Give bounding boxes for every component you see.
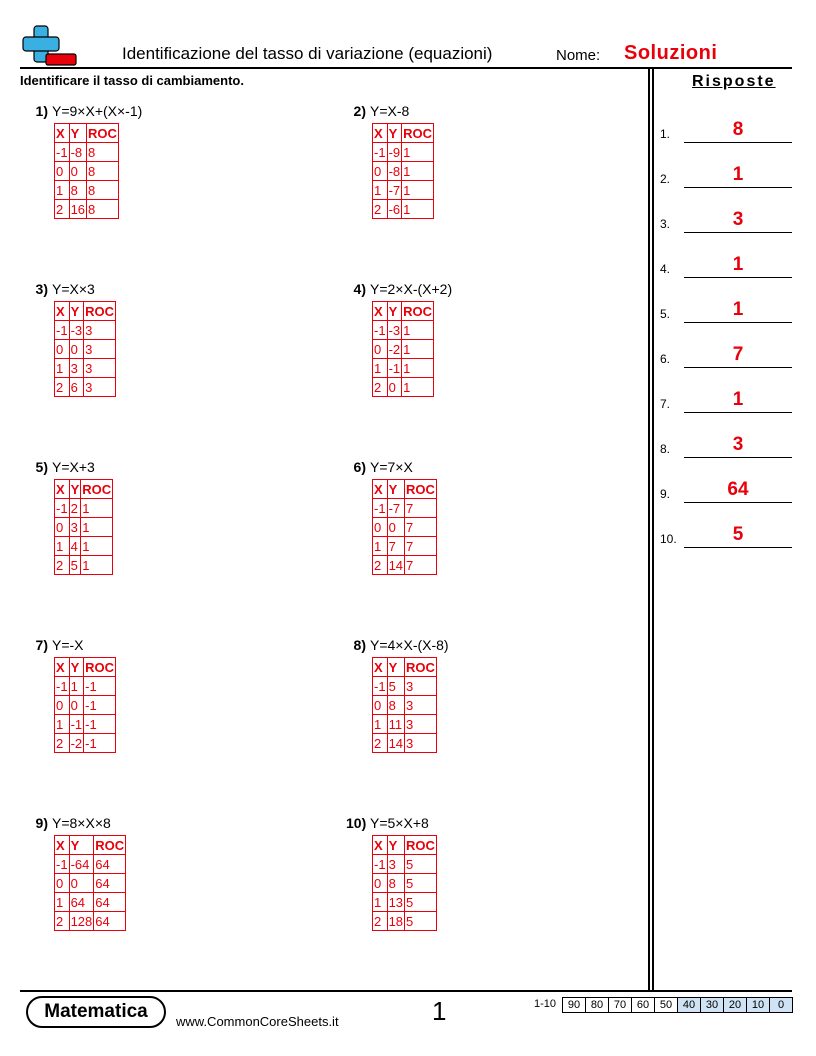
table-cell: 2 xyxy=(69,499,81,518)
table-cell: 0 xyxy=(55,874,70,893)
table-cell: 1 xyxy=(55,181,70,200)
table-row xyxy=(55,855,126,874)
table-header-row xyxy=(373,480,437,499)
table-row xyxy=(55,734,116,753)
table-header-row xyxy=(55,836,126,855)
table-cell: -1 xyxy=(56,500,68,516)
roc-table xyxy=(54,835,126,931)
table-cell: 64 xyxy=(94,893,126,912)
table-cell: 7 xyxy=(405,499,437,518)
score-cell: 0 xyxy=(770,997,793,1013)
table-cell: 8 xyxy=(87,181,119,200)
table-cell: 1 xyxy=(402,378,434,397)
roc-table xyxy=(372,657,437,753)
table-cell: -1 xyxy=(374,678,386,694)
table-row xyxy=(373,556,437,575)
table-cell: -8 xyxy=(69,143,86,162)
answer-line xyxy=(684,232,792,233)
roc-table xyxy=(54,479,113,575)
table-row xyxy=(373,734,437,753)
table-cell: 2 xyxy=(55,912,70,931)
table-cell: -64 xyxy=(69,855,94,874)
table-header-row xyxy=(55,480,113,499)
table-row xyxy=(55,143,119,162)
table-cell: -1 xyxy=(84,696,116,715)
table-cell: 3 xyxy=(405,734,437,753)
table-cell: 1 xyxy=(55,715,70,734)
table-row xyxy=(373,715,437,734)
table-cell: -2 xyxy=(70,735,83,751)
table-cell: -1 xyxy=(56,144,68,160)
table-cell: 1 xyxy=(402,359,434,378)
table-cell: 3 xyxy=(387,855,404,874)
table-row xyxy=(55,499,113,518)
table-cell: -7 xyxy=(388,182,401,198)
score-cell: 30 xyxy=(701,997,724,1013)
table-cell: 5 xyxy=(387,677,404,696)
table-cell: 1 xyxy=(55,359,70,378)
table-row xyxy=(55,359,116,378)
table-header-cell: Y xyxy=(69,836,94,855)
table-cell: 5 xyxy=(405,912,437,931)
answer-number: 7. xyxy=(660,397,671,411)
answer-number: 10. xyxy=(660,532,677,546)
table-row xyxy=(373,874,437,893)
table-header-row xyxy=(373,124,434,143)
table-cell: -2 xyxy=(388,341,401,357)
table-cell: -9 xyxy=(388,144,401,160)
answer-item xyxy=(660,248,792,278)
table-cell: 5 xyxy=(405,855,437,874)
roc-table xyxy=(372,123,434,219)
table-cell: 64 xyxy=(94,855,126,874)
table-cell: -3 xyxy=(388,322,401,338)
answer-number: 8. xyxy=(660,442,671,456)
table-header-cell: ROC xyxy=(406,481,435,497)
table-cell: 11 xyxy=(387,715,404,734)
table-header-row xyxy=(373,658,437,677)
problem-equation: Y=7×X xyxy=(370,459,413,475)
name-label: Nome: xyxy=(556,47,601,64)
table-cell: -1 xyxy=(70,716,83,732)
table-cell: 3 xyxy=(84,378,116,397)
table-cell: 1 xyxy=(81,537,113,556)
problem-equation: Y=9×X+(X×-1) xyxy=(52,103,143,119)
answer-number: 2. xyxy=(660,172,671,186)
table-row xyxy=(55,181,119,200)
table-cell: 0 xyxy=(373,696,388,715)
table-row xyxy=(55,874,126,893)
table-header-cell: ROC xyxy=(82,481,112,497)
table-cell: -6 xyxy=(388,201,401,217)
table-cell: 4 xyxy=(69,537,81,556)
solutions-label: Soluzioni xyxy=(624,42,718,64)
answer-line xyxy=(684,322,792,323)
answer-number: 3. xyxy=(660,217,671,231)
score-range: 1-10 xyxy=(534,998,557,1010)
table-cell: 1 xyxy=(373,537,388,556)
table-header-cell: X xyxy=(55,480,70,499)
table-cell: 5 xyxy=(405,874,437,893)
score-cell: 60 xyxy=(632,997,655,1013)
table-header-row xyxy=(373,836,437,855)
table-cell: 2 xyxy=(55,556,70,575)
score-cell: 80 xyxy=(586,997,609,1013)
answer-item xyxy=(660,293,792,323)
table-header-cell: ROC xyxy=(406,659,435,675)
table-cell: -1 xyxy=(56,322,68,338)
table-cell: -7 xyxy=(387,499,404,518)
table-cell: 0 xyxy=(387,378,402,397)
table-cell: 1 xyxy=(81,556,113,575)
answer-item xyxy=(660,428,792,458)
table-cell: 2 xyxy=(373,912,388,931)
table-cell: 0 xyxy=(387,518,404,537)
table-header-cell: Y xyxy=(387,480,404,499)
problem-number: 6) xyxy=(353,459,366,475)
problem-equation: Y=X-8 xyxy=(370,103,410,119)
table-cell: 6 xyxy=(69,378,84,397)
table-cell: 0 xyxy=(69,162,86,181)
table-row xyxy=(373,321,434,340)
problem-number: 3) xyxy=(35,281,48,297)
table-cell: 5 xyxy=(405,893,437,912)
table-cell: 1 xyxy=(373,181,388,200)
table-cell: 0 xyxy=(373,874,388,893)
table-cell: -1 xyxy=(56,856,68,872)
table-cell: 14 xyxy=(388,557,404,573)
table-cell: 2 xyxy=(373,556,388,575)
answer-number: 6. xyxy=(660,352,671,366)
problem-number: 2) xyxy=(353,103,366,119)
table-cell: -8 xyxy=(388,163,401,179)
answer-value: 3 xyxy=(732,209,744,230)
table-row xyxy=(55,696,116,715)
table-cell: 3 xyxy=(84,359,116,378)
answer-line xyxy=(684,502,792,503)
table-cell: -1 xyxy=(84,734,116,753)
table-cell: 5 xyxy=(69,556,81,575)
answer-line xyxy=(684,412,792,413)
table-cell: 18 xyxy=(388,913,404,929)
table-cell: 0 xyxy=(373,518,388,537)
table-header-cell: X xyxy=(55,836,70,855)
table-header-row xyxy=(55,658,116,677)
table-row xyxy=(373,378,434,397)
table-cell: 8 xyxy=(87,162,119,181)
table-cell: 3 xyxy=(69,518,81,537)
table-cell: 0 xyxy=(55,696,70,715)
table-row xyxy=(373,855,437,874)
answer-item xyxy=(660,518,792,548)
table-cell: 1 xyxy=(373,359,388,378)
table-header-cell: ROC xyxy=(88,125,117,141)
table-cell: -1 xyxy=(374,856,386,872)
table-cell: 2 xyxy=(373,734,388,753)
table-cell: 2 xyxy=(55,200,70,219)
problem-number: 8) xyxy=(353,637,366,653)
table-header-cell: ROC xyxy=(85,303,115,319)
problem-number: 5) xyxy=(35,459,48,475)
table-cell: 2 xyxy=(55,378,70,397)
problem-equation: Y=X×3 xyxy=(52,281,95,297)
table-row xyxy=(55,537,113,556)
table-cell: 8 xyxy=(387,874,404,893)
table-row xyxy=(373,677,437,696)
table-row xyxy=(55,715,116,734)
answer-item xyxy=(660,203,792,233)
table-cell: 16 xyxy=(70,201,86,217)
table-cell: -1 xyxy=(388,360,401,376)
answer-number: 1. xyxy=(660,127,671,141)
table-header-cell: X xyxy=(373,480,388,499)
table-cell: 0 xyxy=(69,874,94,893)
answer-number: 4. xyxy=(660,262,671,276)
roc-table xyxy=(372,835,437,931)
table-cell: 1 xyxy=(402,162,434,181)
table-row xyxy=(373,696,437,715)
table-row xyxy=(55,321,116,340)
table-cell: -1 xyxy=(84,677,116,696)
table-row xyxy=(55,912,126,931)
table-header-cell: Y xyxy=(70,481,80,497)
table-row xyxy=(373,893,437,912)
roc-table xyxy=(372,479,437,575)
table-header-cell: ROC xyxy=(403,303,433,319)
table-row xyxy=(373,340,434,359)
table-cell: -1 xyxy=(84,715,116,734)
score-cell: 90 xyxy=(562,997,586,1013)
table-row xyxy=(373,181,434,200)
answer-line xyxy=(684,142,792,143)
table-row xyxy=(373,200,434,219)
table-cell: -1 xyxy=(374,144,386,160)
answer-value: 1 xyxy=(732,389,744,410)
table-cell: 1 xyxy=(373,893,388,912)
problem-equation: Y=5×X+8 xyxy=(370,815,429,831)
answer-value: 3 xyxy=(732,434,744,455)
table-header-cell: X xyxy=(373,836,388,855)
table-cell: 3 xyxy=(84,340,116,359)
table-row xyxy=(55,677,116,696)
table-header-cell: Y xyxy=(69,302,84,321)
table-cell: 0 xyxy=(69,340,84,359)
table-row xyxy=(55,518,113,537)
answer-value: 1 xyxy=(732,164,744,185)
table-cell: 7 xyxy=(405,556,437,575)
table-cell: -1 xyxy=(56,678,68,694)
table-header-cell: ROC xyxy=(85,659,115,675)
table-header-row xyxy=(55,302,116,321)
roc-table xyxy=(54,301,116,397)
table-cell: 64 xyxy=(94,874,126,893)
table-cell: 0 xyxy=(373,162,388,181)
table-cell: 13 xyxy=(388,894,404,910)
table-cell: 2 xyxy=(373,200,388,219)
table-cell: 8 xyxy=(87,200,119,219)
table-cell: 1 xyxy=(69,677,84,696)
header-divider xyxy=(20,67,792,69)
table-cell: 0 xyxy=(55,162,70,181)
answer-line xyxy=(684,547,792,548)
answer-item xyxy=(660,383,792,413)
table-cell: 1 xyxy=(402,143,434,162)
table-cell: 8 xyxy=(387,696,404,715)
answer-number: 9. xyxy=(660,487,671,501)
table-header-cell: Y xyxy=(387,124,402,143)
table-cell: 1 xyxy=(55,537,70,556)
answer-value: 8 xyxy=(732,119,744,140)
answer-value: 1 xyxy=(732,254,744,275)
worksheet-title: Identificazione del tasso di variazione (equazioni) xyxy=(122,44,493,63)
table-cell: 1 xyxy=(55,893,70,912)
table-cell: 128 xyxy=(70,913,93,929)
table-row xyxy=(55,200,119,219)
table-cell: 2 xyxy=(55,734,70,753)
table-header-cell: ROC xyxy=(403,125,433,141)
table-cell: 1 xyxy=(373,715,388,734)
table-row xyxy=(55,378,116,397)
table-cell: 1 xyxy=(402,181,434,200)
roc-table xyxy=(372,301,434,397)
table-cell: 7 xyxy=(405,518,437,537)
table-cell: -3 xyxy=(70,322,83,338)
problem-number: 9) xyxy=(35,815,48,831)
table-cell: 64 xyxy=(69,893,94,912)
table-header-cell: X xyxy=(373,124,388,143)
answer-value: 5 xyxy=(732,524,744,545)
table-cell: 3 xyxy=(405,715,437,734)
table-row xyxy=(373,162,434,181)
table-header-cell: Y xyxy=(387,302,402,321)
table-row xyxy=(373,537,437,556)
answer-panel-divider xyxy=(648,68,650,990)
table-cell: 0 xyxy=(373,340,388,359)
score-cell: 20 xyxy=(724,997,747,1013)
table-row xyxy=(55,556,113,575)
subject-badge: Matematica xyxy=(26,996,166,1028)
table-cell: 3 xyxy=(69,359,84,378)
score-cell: 40 xyxy=(678,997,701,1013)
table-header-cell: X xyxy=(55,658,70,677)
problem-equation: Y=-X xyxy=(52,637,84,653)
table-header-cell: ROC xyxy=(95,837,125,853)
table-row xyxy=(55,893,126,912)
table-row xyxy=(373,499,437,518)
table-row xyxy=(373,143,434,162)
table-header-cell: X xyxy=(373,658,388,677)
page-number: 1 xyxy=(432,996,447,1026)
table-row xyxy=(55,340,116,359)
problem-equation: Y=2×X-(X+2) xyxy=(370,281,453,297)
table-cell: 1 xyxy=(402,200,434,219)
table-header-row xyxy=(373,302,434,321)
table-header-cell: X xyxy=(373,302,388,321)
table-header-cell: ROC xyxy=(406,837,435,853)
table-header-cell: Y xyxy=(69,658,84,677)
table-cell: 1 xyxy=(81,518,113,537)
answer-line xyxy=(684,187,792,188)
problem-number: 10) xyxy=(346,815,367,831)
plus-minus-logo-icon xyxy=(20,24,80,68)
table-cell: 0 xyxy=(55,518,70,537)
problem-equation: Y=4×X-(X-8) xyxy=(370,637,449,653)
table-header-cell: Y xyxy=(387,836,404,855)
table-cell: -1 xyxy=(374,322,386,338)
table-header-row xyxy=(55,124,119,143)
answer-value: 7 xyxy=(732,344,744,365)
table-row xyxy=(373,518,437,537)
answer-line xyxy=(684,367,792,368)
answer-item xyxy=(660,338,792,368)
score-grid xyxy=(534,997,793,1013)
answer-number: 5. xyxy=(660,307,671,321)
table-cell: 1 xyxy=(402,340,434,359)
instructions: Identificare il tasso di cambiamento. xyxy=(20,73,244,88)
score-cell: 70 xyxy=(609,997,632,1013)
site-url: www.CommonCoreSheets.it xyxy=(176,1014,339,1029)
problem-number: 4) xyxy=(353,281,366,297)
problem-equation: Y=X+3 xyxy=(52,459,95,475)
table-cell: 14 xyxy=(388,735,404,751)
answer-value: 64 xyxy=(727,479,749,500)
table-header-cell: Y xyxy=(69,124,86,143)
table-cell: 0 xyxy=(69,696,84,715)
roc-table xyxy=(54,123,119,219)
answer-item xyxy=(660,473,792,503)
table-header-cell: Y xyxy=(387,658,404,677)
problem-number: 1) xyxy=(35,103,48,119)
table-cell: 0 xyxy=(55,340,70,359)
table-cell: 3 xyxy=(405,696,437,715)
answer-item xyxy=(660,113,792,143)
table-cell: -1 xyxy=(374,500,386,516)
problem-number: 7) xyxy=(35,637,48,653)
table-row xyxy=(55,162,119,181)
table-cell: 7 xyxy=(405,537,437,556)
answers-heading: Risposte xyxy=(692,73,776,90)
problem-equation: Y=8×X×8 xyxy=(52,815,111,831)
table-cell: 2 xyxy=(373,378,388,397)
answer-line xyxy=(684,277,792,278)
table-header-cell: X xyxy=(55,302,70,321)
table-cell: 64 xyxy=(94,912,126,931)
table-row xyxy=(373,359,434,378)
roc-table xyxy=(54,657,116,753)
answer-item xyxy=(660,158,792,188)
answer-value: 1 xyxy=(732,299,744,320)
footer-divider xyxy=(20,990,792,992)
answer-panel-divider-inner xyxy=(652,68,654,990)
answer-line xyxy=(684,457,792,458)
table-cell: 3 xyxy=(405,677,437,696)
table-row xyxy=(373,912,437,931)
table-cell: 1 xyxy=(81,499,113,518)
table-header-cell: X xyxy=(55,124,70,143)
table-cell: 3 xyxy=(84,321,116,340)
table-cell: 1 xyxy=(402,321,434,340)
table-cell: 7 xyxy=(387,537,404,556)
score-cell: 50 xyxy=(655,997,678,1013)
table-cell: 8 xyxy=(69,181,86,200)
score-cell: 10 xyxy=(747,997,770,1013)
table-cell: 8 xyxy=(87,143,119,162)
